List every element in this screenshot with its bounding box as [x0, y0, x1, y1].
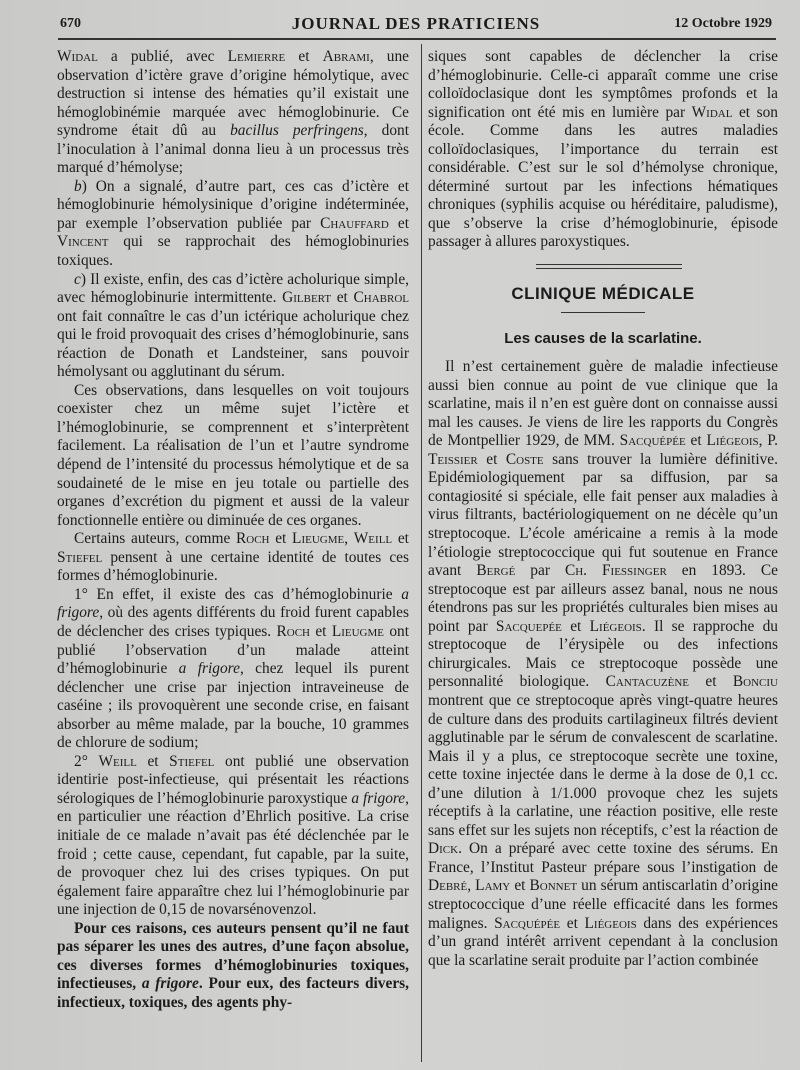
author-name: Roch — [236, 530, 270, 548]
author-name: Abrami — [322, 48, 370, 65]
section-double-rule — [428, 260, 778, 272]
issue-date: 12 Octobre 1929 — [674, 16, 772, 31]
paragraph — [57, 586, 409, 753]
author-name: Dick — [428, 840, 459, 858]
text-run: et son école. Comme dans les autres maladies colloïdoclasiques, l’importance du terrain est considérable. C’est sur le sol d’hémolyse chronique, déterminé surtout par les infections hématiques chroniques (syphilis acquise ou héréditaire, paludisme), que s’observe la crise d’hémoglobinurie, épisode passager à allures paroxystiques. — [428, 103, 778, 251]
text-run: , une observation d’ictère grave d’origine hémolytique, avec destruction si intense des hématies qu’il existait une hémoglobinémie marquée avec hémoglobinurie. Ce syndrome était dû au — [57, 48, 409, 140]
author-name: Weill — [98, 752, 137, 770]
text-run: , — [344, 530, 354, 548]
italic-text: a frigore — [351, 789, 406, 807]
text-run: , chez lequel ils purent déclencher une crise par injection intraveineuse de caséine ; ils provoquèrent une seconde crise, en faisant absorber au même malade, par la bouche, 10 grammes de chlorure de sodium; — [57, 660, 409, 752]
author-name: Coste — [505, 450, 544, 468]
text-run: en 1893. Ce streptocoque est par ailleurs assez banal, nous ne nous étendrons pas sur les propriétés culturales bien mises au point par — [428, 562, 778, 635]
italic-text: a frigore — [141, 975, 199, 993]
running-header — [60, 14, 772, 36]
author-name: Stiefel — [169, 752, 215, 770]
text-run: et — [685, 432, 707, 450]
author-name: Lieugme — [331, 622, 384, 640]
text-run: , P. — [758, 432, 778, 450]
author-name: Teissier — [428, 450, 478, 468]
text-run: a publié, avec — [97, 48, 228, 65]
text-run: ont fait connaître le cas d’un ictérique acholurique chez qui le froid provoquait des crises d’hémoglobinurie, sans réaction de Donath et Landsteiner, sans pouvoir hémolysant ou agglutinant du sérum. — [57, 307, 409, 381]
column-divider — [421, 44, 422, 1062]
text-run: , où des agents différents du froid furent capables de déclencher des crises typiques. — [57, 604, 409, 640]
author-name: Weill — [353, 530, 393, 548]
author-name: Gilbert — [282, 289, 332, 307]
text-run: dans des expériences d’un grand intérêt arrivent cependant à la conclusion que la scarlatine serait produite par l’action combinée — [428, 914, 779, 969]
text-run: pensent à une certaine identité de toutes ces formes d’hémoglobinurie. — [57, 548, 409, 585]
text-run: un sérum antiscarlatin d’origine streptococcique d’une réelle efficacité dans les formes malignes. — [428, 877, 778, 932]
author-name: Cantacuzène — [605, 673, 689, 691]
paragraph — [57, 178, 409, 271]
text-run: Pour ces raisons, ces auteurs pensent qu’il ne faut pas séparer les unes des autres, d’une façon absolue, ces diverses formes d’hémoglobinuries toxiques, infectieuses, — [57, 919, 409, 993]
author-name: Bonnet — [529, 877, 578, 895]
author-name: Vincent — [57, 233, 109, 251]
italic-text: c — [74, 270, 81, 288]
text-run: et — [561, 617, 590, 635]
text-run: , en particulier une réaction d’Ehrlich positive. La crise initiale de ce malade n’avait pas été déclenchée par le froid ; cette cause, cependant, fut capable, par la suite, de provoquer chez lui des crises typiques. On put également faire apparaître chez lui l’hémoglobinurie par une injection de 0,15 de novarsénovenzol. — [57, 789, 409, 919]
text-run: ont publié une observation identirie post-infectieuse, qui présentait les réactions sérologiques de l’hémoglobinurie paroxystique — [57, 752, 409, 807]
text-run: et — [392, 530, 409, 548]
author-name: Bonciu — [732, 673, 778, 691]
author-name: Bergé — [476, 562, 516, 580]
text-run: qui se rapprochait des hémoglobinuries toxiques. — [57, 233, 409, 270]
text-run: montrent que ce streptocoque après vingt-quatre heures de culture dans des produits cartilagineux filtrés devient agglutinable par le sérum de convalescent de scarlatine. Mais il y a plus, ce streptocoque secrète une toxine, cette toxine injectée dans le derme à la dose de 0,1 cc. d’une dilution à 1/1.000 provoque chez les sujets réceptifs à la carlatine, une réaction positive, elle reste sans effet sur les sujets non réceptifs, c’est la réaction de — [428, 691, 778, 839]
author-name: Widal — [691, 103, 733, 121]
author-name: Sacquépée — [494, 914, 561, 932]
text-run: et — [388, 214, 409, 232]
text-run: et — [689, 673, 733, 691]
author-name: Chauffard — [320, 214, 389, 232]
paragraph — [57, 48, 409, 178]
text-run: et — [285, 48, 323, 65]
author-name: Lemierre — [227, 48, 286, 65]
left-column — [57, 48, 409, 1012]
paragraph — [57, 920, 409, 1013]
author-name: Ch. Fiessinger — [564, 562, 667, 580]
section-underline — [561, 312, 645, 313]
author-name: Lamy — [475, 877, 511, 895]
journal-title: JOURNAL DES PRATICIENS — [291, 14, 541, 33]
page-number: 670 — [60, 16, 81, 31]
text-run: 1° En effet, il existe des cas d’hémoglobinurie — [74, 585, 402, 603]
paragraph — [428, 358, 778, 970]
author-name: Lieugme — [292, 530, 345, 548]
author-name: Chabrol — [353, 289, 409, 307]
text-run: ) Il existe, enfin, des cas d’ictère acholurique simple, avec hémoglobinurie intermittente. — [57, 270, 409, 307]
header-rule — [58, 38, 776, 40]
italic-text: b — [74, 177, 82, 195]
text-run: . Pour eux, des facteurs divers, infectieux, toxiques, des agents phy- — [57, 975, 409, 1011]
italic-text: a frigore — [57, 585, 409, 622]
text-run: et — [269, 530, 293, 548]
author-name: Roch — [276, 622, 310, 640]
text-run: Certains auteurs, comme — [74, 530, 237, 548]
text-run: Ces observations, dans lesquelles on voit toujours coexister chez un même sujet l’ictère et l’hémoglobinurie, se comprennent et s’interprètent facilement. La réalisation de l’un et l’autre syndrome dépend de l’intensité du processus hémolytique et de sa soudaineté de le mise en jeu totale ou partielle des organes d’excrétion du pigment et aussi de la valeur fonctionnelle entière ou diminuée de ces organes. — [57, 381, 409, 529]
text-run: et — [560, 914, 585, 932]
text-run: et — [510, 877, 530, 895]
author-name: Sacquépée — [619, 432, 686, 450]
text-run: sans trouver la lumière définitive. Epidémiologiquement par sa diffusion, par sa contagiosité si spéciale, elle fait penser aux maladies à virus filtrants, bactériologiquement on ne décèle qu’un streptocoque. L’école américaine a remis à la mode l’étiologie streptococcique qui fut soutenue en France avant — [428, 450, 778, 580]
section-title: CLINIQUE MÉDICALE — [511, 284, 695, 304]
text-run: . On a préparé avec cette toxine des sérums. En France, l’Institut Pasteur prépare sous l’instigation de — [428, 840, 778, 876]
paragraph — [57, 382, 409, 530]
paragraph — [57, 271, 409, 382]
italic-text: a frigore — [178, 660, 240, 678]
italic-text: bacillus perfringens — [230, 122, 364, 140]
paragraph — [57, 530, 409, 586]
text-run: ont publié l’observation d’un malade atteint d’hémoglobinurie — [57, 622, 410, 678]
author-name: Debré — [428, 877, 468, 895]
author-name: Widal — [57, 48, 98, 65]
text-run: 2° — [74, 752, 99, 770]
text-run: et — [331, 289, 354, 307]
text-run: Il n’est certainement guère de maladie infectieuse aussi bien connue au point de vue clinique que la scarlatine, mais il n’en est guère dont on connaisse aussi mal les causes. Je viens de lire les rapports du Congrès de Montpellier 1929, de MM. — [428, 358, 778, 450]
text-run: , — [467, 877, 476, 895]
text-run: siques sont capables de déclencher la crise d’hémoglobinurie. Celle-ci apparaît comme une crise colloïdoclasique dont les symptômes profonds et la signification ont été mis en lumière par — [428, 48, 778, 121]
author-name: Liégeois — [584, 914, 637, 932]
text-run: ) On a signalé, d’autre part, ces cas d’ictère et hémoglobinurie hémolysinique d’origine indéterminée, par exemple l’observation publiée par — [57, 177, 409, 232]
author-name: Sacquepée — [495, 617, 562, 635]
paragraph — [57, 753, 409, 920]
text-run: , dont l’inoculation à l’animal donna lieu à un processus très marqué d’hémolyse; — [57, 122, 410, 177]
paragraph — [428, 48, 778, 252]
author-name: Liégeois — [706, 432, 759, 450]
author-name: Liégeois — [589, 617, 642, 635]
text-run: par — [515, 562, 565, 580]
text-run: et — [136, 752, 170, 770]
text-run: . Il se rapproche du streptocoque de l’érysipèle ou des infections chirurgicales. Mais ce streptocoque possède une personnalité biologique. — [428, 617, 778, 691]
right-column — [428, 48, 778, 970]
article-title: Les causes de la scarlatine. — [504, 329, 702, 347]
author-name: Stiefel — [57, 548, 103, 566]
text-run: et — [310, 622, 332, 640]
text-run: et — [477, 450, 506, 468]
